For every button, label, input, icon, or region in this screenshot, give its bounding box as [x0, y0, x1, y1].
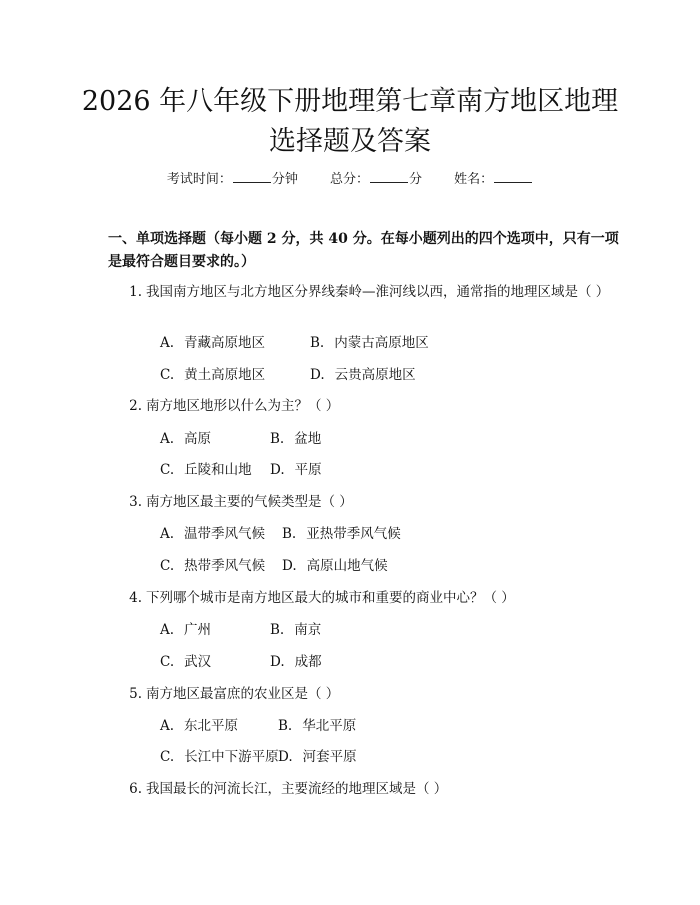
- option-d[interactable]: D. 平原: [270, 462, 322, 478]
- option-c[interactable]: C. 长江中下游平原: [160, 749, 279, 765]
- exam-time-unit: 分钟: [271, 172, 298, 187]
- question-3-options-row-1: [160, 524, 401, 544]
- question-stem: 南方地区地形以什么为主？（ ）: [146, 398, 340, 414]
- question-number: 4.: [129, 590, 142, 606]
- question-2-options-row-2: [160, 460, 322, 480]
- exam-time-field: [167, 172, 302, 187]
- option-d[interactable]: D. 高原山地气候: [282, 558, 388, 574]
- question-stem: 下列哪个城市是南方地区最大的城市和重要的商业中心？（ ）: [146, 590, 515, 606]
- question-stem: 南方地区最主要的气候类型是（ ）: [146, 494, 353, 510]
- option-c[interactable]: C. 武汉: [160, 654, 212, 670]
- question-2: [108, 394, 624, 418]
- title-line-1: 2026 年八年级下册地理第七章南方地区地理: [81, 86, 619, 117]
- question-number: 6.: [129, 781, 142, 797]
- student-name-blank[interactable]: [494, 170, 532, 183]
- option-c[interactable]: C. 丘陵和山地: [160, 462, 252, 478]
- option-a[interactable]: A. 温带季风气候: [160, 526, 266, 542]
- total-score-unit: 分: [409, 172, 423, 187]
- option-a[interactable]: A. 高原: [160, 431, 212, 447]
- option-d[interactable]: D. 河套平原: [278, 749, 357, 765]
- exam-info-line: [0, 168, 700, 187]
- option-d[interactable]: D. 云贵高原地区: [310, 367, 416, 383]
- question-number: 3.: [129, 494, 142, 510]
- option-b[interactable]: B. 盆地: [270, 431, 322, 447]
- question-5: [108, 682, 624, 706]
- question-5-options-row-2: [160, 747, 357, 767]
- option-a[interactable]: A. 东北平原: [160, 718, 239, 734]
- total-score-label: 总分：: [329, 172, 369, 187]
- question-stem: 我国南方地区与北方地区分界线秦岭—淮河线以西，通常指的地理区域是（ ）: [146, 284, 610, 300]
- question-number: 1.: [129, 284, 142, 300]
- option-b[interactable]: B. 内蒙古高原地区: [310, 335, 429, 351]
- option-d[interactable]: D. 成都: [270, 654, 322, 670]
- option-b[interactable]: B. 南京: [270, 622, 322, 638]
- question-4: [108, 586, 624, 610]
- question-stem: 我国最长的河流长江，主要流经的地理区域是（ ）: [146, 781, 448, 797]
- exam-time-blank[interactable]: [233, 170, 271, 183]
- question-4-options-row-2: [160, 652, 322, 672]
- option-b[interactable]: B. 亚热带季风气候: [282, 526, 401, 542]
- option-b[interactable]: B. 华北平原: [278, 718, 357, 734]
- student-name-field: [454, 172, 533, 187]
- question-6: [108, 777, 624, 801]
- question-2-options-row-1: [160, 429, 321, 449]
- option-c[interactable]: C. 热带季风气候: [160, 558, 266, 574]
- page-title: [60, 82, 640, 162]
- question-stem: 南方地区最富庶的农业区是（ ）: [146, 686, 340, 702]
- question-number: 5.: [129, 686, 142, 702]
- question-1-options-row-2: [160, 365, 416, 385]
- total-score-field: [330, 172, 426, 187]
- student-name-label: 姓名：: [454, 172, 494, 187]
- question-1: [108, 280, 624, 304]
- question-number: 2.: [129, 398, 142, 414]
- question-3-options-row-2: [160, 556, 388, 576]
- question-3: [108, 490, 624, 514]
- option-a[interactable]: A. 广州: [160, 622, 212, 638]
- exam-time-label: 考试时间：: [166, 172, 232, 187]
- question-1-options-row-1: [160, 333, 429, 353]
- option-c[interactable]: C. 黄土高原地区: [160, 367, 266, 383]
- question-5-options-row-1: [160, 716, 356, 736]
- total-score-blank[interactable]: [370, 170, 408, 183]
- title-line-2: 选择题及答案: [269, 126, 431, 157]
- question-4-options-row-1: [160, 620, 321, 640]
- section-heading: 一、单项选择题（每小题 2 分，共 40 分。在每小题列出的四个选项中，只有一项是最符合题目要求的。）: [108, 231, 619, 270]
- option-a[interactable]: A. 青藏高原地区: [160, 335, 266, 351]
